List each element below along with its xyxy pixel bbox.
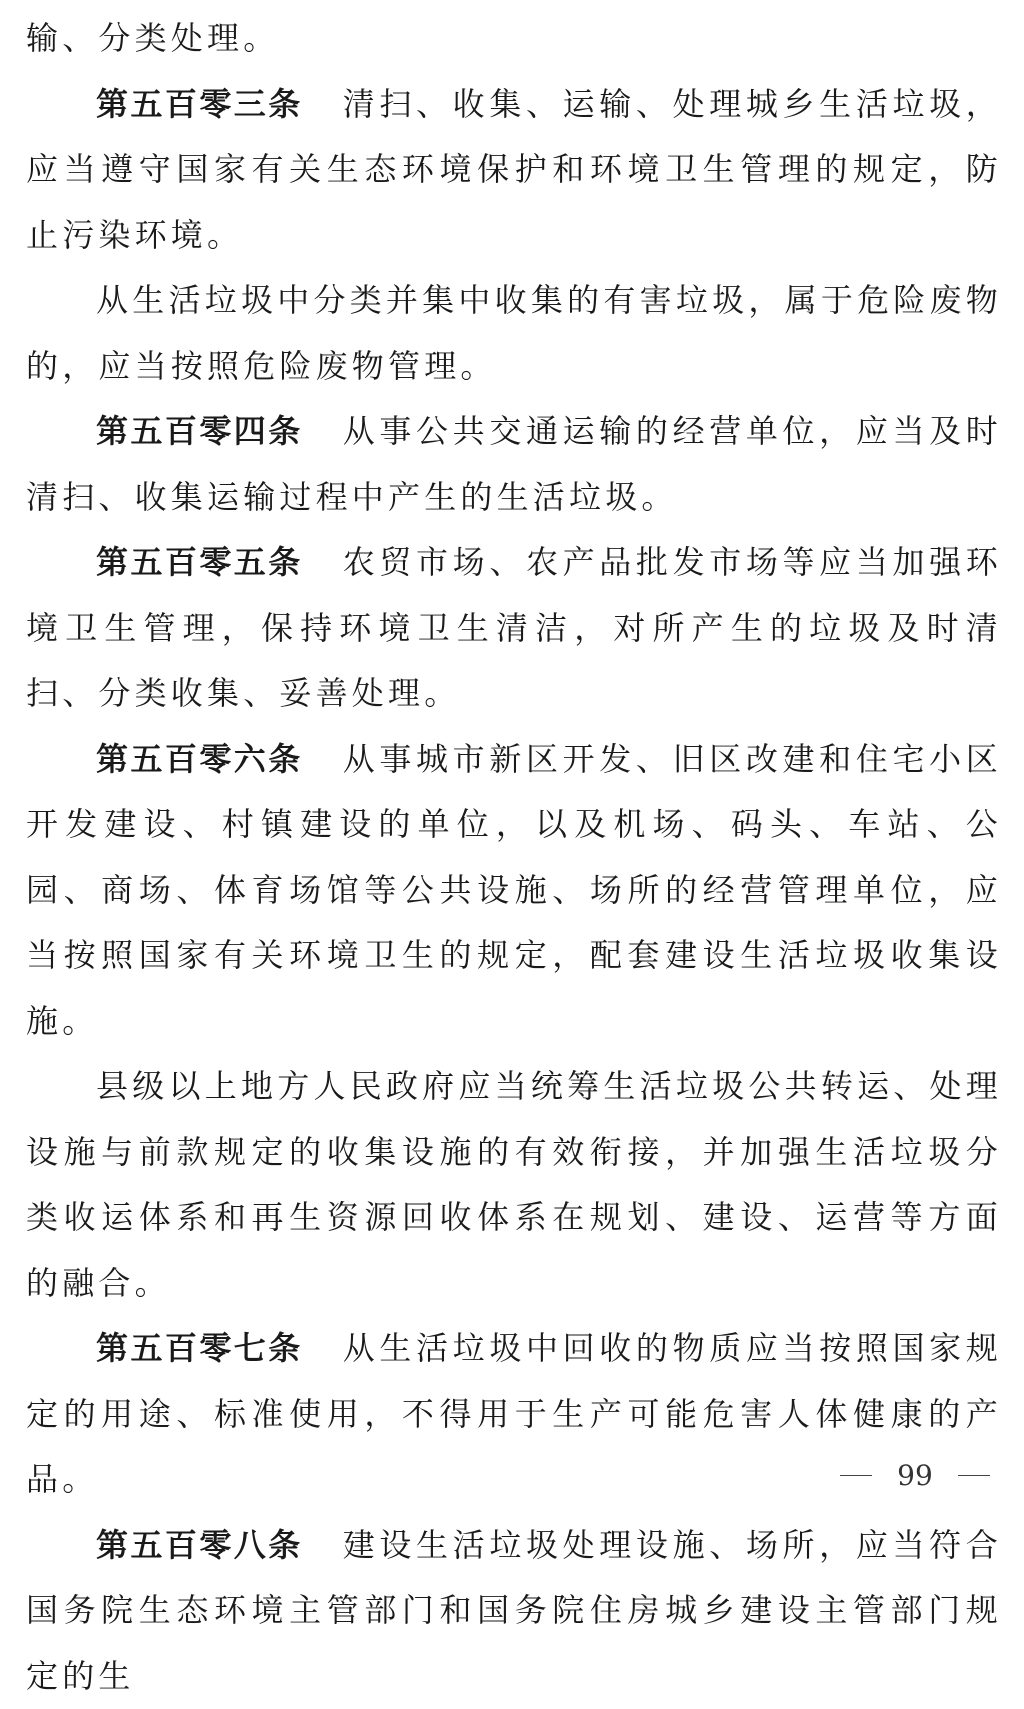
paragraph-text: 从生活垃圾中回收的物质应当按照国家规定的用途、标准使用，不得用于生产可能危害人体健康的产品。 xyxy=(26,1329,1002,1498)
paragraph-text: 从生活垃圾中分类并集中收集的有害垃圾，属于危险废物的，应当按照危险废物管理。 xyxy=(26,281,1002,385)
page-footer xyxy=(840,1458,990,1492)
article-number: 第五百零三条 xyxy=(96,85,303,123)
footer-dash-right xyxy=(958,1475,990,1476)
paragraph-article-504 xyxy=(26,399,1002,530)
paragraph-text: 清扫、收集、运输、处理城乡生活垃圾，应当遵守国家有关生态环境保护和环境卫生管理的规定，防止污染环境。 xyxy=(26,85,1002,254)
paragraph-0 xyxy=(26,6,1002,72)
paragraph-6 xyxy=(26,1054,1002,1316)
paragraph-text: 县级以上地方人民政府应当统筹生活垃圾公共转运、处理设施与前款规定的收集设施的有效衔接，并加强生活垃圾分类收运体系和再生资源回收体系在规划、建设、运营等方面的融合。 xyxy=(26,1067,1002,1302)
paragraph-article-508 xyxy=(26,1513,1002,1709)
paragraph-article-503 xyxy=(26,72,1002,269)
article-number: 第五百零六条 xyxy=(96,740,303,778)
document-body xyxy=(26,6,1002,1709)
paragraph-text: 从事公共交通运输的经营单位，应当及时清扫、收集运输过程中产生的生活垃圾。 xyxy=(26,412,1002,516)
article-number: 第五百零四条 xyxy=(96,412,303,450)
paragraph-text: 从事城市新区开发、旧区改建和住宅小区开发建设、村镇建设的单位，以及机场、码头、车站、公园、商场、体育场馆等公共设施、场所的经营管理单位，应当按照国家有关环境卫生的规定，配套建设生活垃圾收集设施。 xyxy=(26,740,1002,1040)
paragraph-text: 建设生活垃圾处理设施、场所，应当符合国务院生态环境主管部门和国务院住房城乡建设主管部门规定的生 xyxy=(26,1526,1002,1695)
article-number: 第五百零八条 xyxy=(96,1526,303,1564)
article-number: 第五百零七条 xyxy=(96,1329,303,1367)
paragraph-article-506 xyxy=(26,727,1002,1055)
article-number: 第五百零五条 xyxy=(96,543,303,581)
page-number: 99 xyxy=(897,1459,933,1492)
paragraph-text: 农贸市场、农产品批发市场等应当加强环境卫生管理，保持环境卫生清洁，对所产生的垃圾及时清扫、分类收集、妥善处理。 xyxy=(26,543,1002,712)
footer-dash-left xyxy=(840,1475,872,1476)
paragraph-2 xyxy=(26,268,1002,399)
paragraph-text: 输、分类处理。 xyxy=(26,19,279,57)
paragraph-article-505 xyxy=(26,530,1002,727)
